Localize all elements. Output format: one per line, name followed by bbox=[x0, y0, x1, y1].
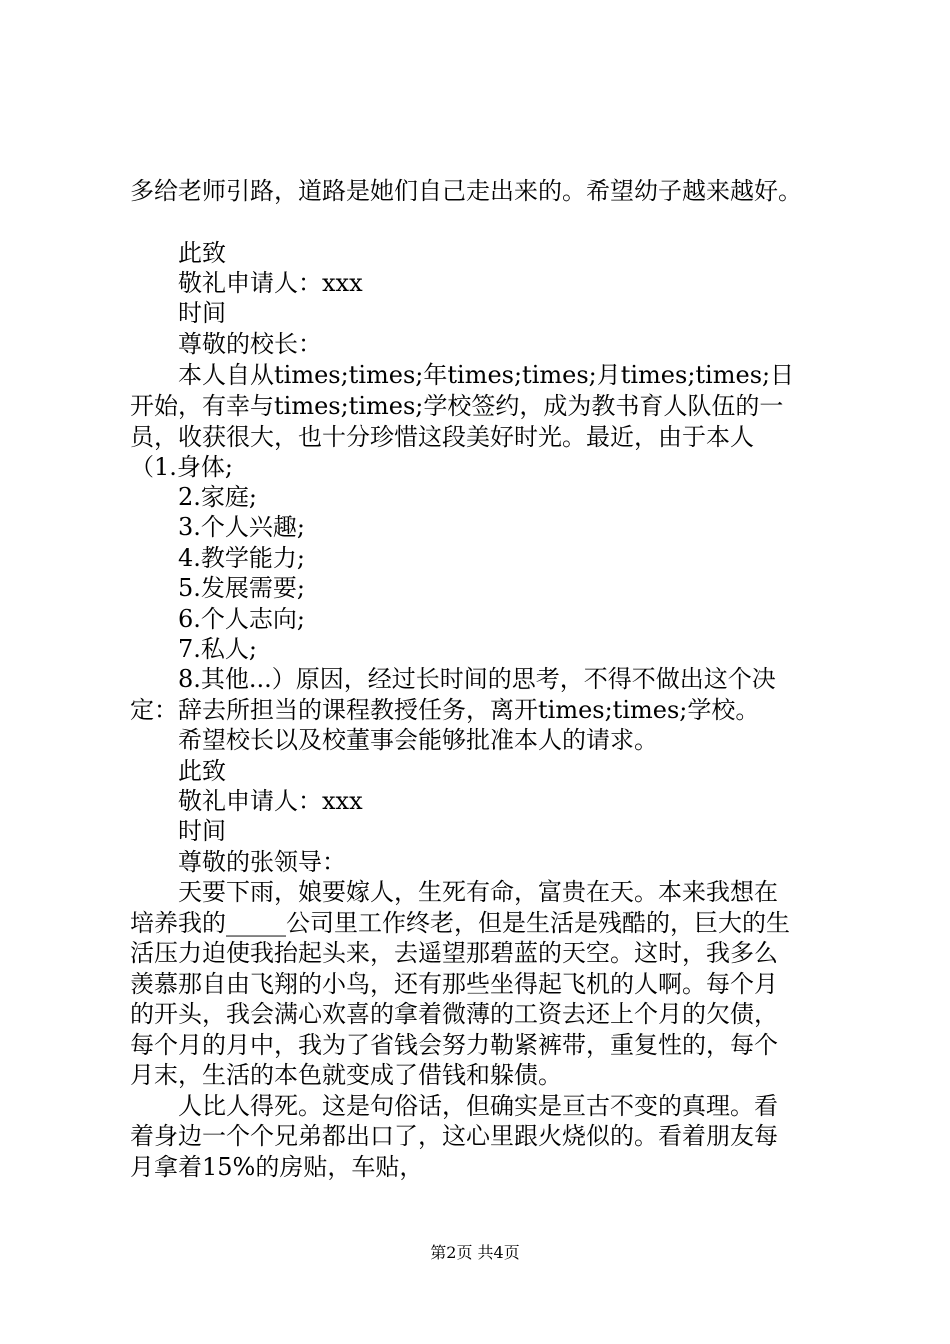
text-line: 7.私人; bbox=[178, 635, 257, 663]
text-line: 时间 bbox=[178, 299, 226, 327]
text-line: （1.身体; bbox=[130, 453, 233, 481]
text-line: 着身边一个个兄弟都出口了，这心里跟火烧似的。看着朋友每 bbox=[130, 1122, 778, 1150]
text-line: 3.个人兴趣; bbox=[178, 513, 305, 541]
text-line: 月拿着15%的房贴，车贴， bbox=[130, 1153, 424, 1181]
text-line: 活压力迫使我抬起头来，去遥望那碧蓝的天空。这时，我多么 bbox=[130, 939, 778, 967]
text-line: 天要下雨，娘要嫁人，生死有命，富贵在天。本来我想在 bbox=[178, 878, 778, 906]
text-line: 多给老师引路，道路是她们自己走出来的。希望幼子越来越好。 bbox=[130, 177, 802, 205]
text-line: 敬礼申请人：xxx bbox=[178, 787, 363, 815]
text-line: 羡慕那自由飞翔的小鸟，还有那些坐得起飞机的人啊。每个月 bbox=[130, 970, 778, 998]
text-line: 此致 bbox=[178, 239, 226, 267]
text-line: 时间 bbox=[178, 817, 226, 845]
page-number: 第2页 共4页 bbox=[430, 1243, 520, 1262]
text-line: 5.发展需要; bbox=[178, 574, 305, 602]
text-line: 希望校长以及校董事会能够批准本人的请求。 bbox=[178, 726, 658, 754]
text-line: 8.其他...）原因，经过长时间的思考，不得不做出这个决 bbox=[178, 665, 776, 693]
text-line: 此致 bbox=[178, 757, 226, 785]
text-line: 尊敬的张领导： bbox=[178, 848, 346, 876]
text-line: 培养我的_____公司里工作终老，但是生活是残酷的，巨大的生 bbox=[130, 909, 790, 937]
text-line: 6.个人志向; bbox=[178, 605, 305, 633]
text-line: 开始，有幸与times;times;学校签约，成为教书育人队伍的一 bbox=[130, 392, 784, 420]
text-line: 每个月的月中，我为了省钱会努力勒紧裤带，重复性的，每个 bbox=[130, 1031, 778, 1059]
text-line: 定：辞去所担当的课程教授任务，离开times;times;学校。 bbox=[130, 696, 760, 724]
text-line: 的开头，我会满心欢喜的拿着微薄的工资去还上个月的欠债， bbox=[130, 1000, 778, 1028]
text-line: 敬礼申请人：xxx bbox=[178, 269, 363, 297]
text-line: 尊敬的校长： bbox=[178, 330, 322, 358]
text-line: 4.教学能力; bbox=[178, 544, 305, 572]
text-line: 本人自从times;times;年times;times;月times;times;日 bbox=[178, 361, 795, 389]
text-line: 员，收获很大，也十分珍惜这段美好时光。最近，由于本人 bbox=[130, 423, 754, 451]
text-line: 月末，生活的本色就变成了借钱和躲债。 bbox=[130, 1061, 562, 1089]
text-line: 人比人得死。这是句俗话，但确实是亘古不变的真理。看 bbox=[178, 1092, 778, 1120]
text-line: 2.家庭; bbox=[178, 483, 257, 511]
